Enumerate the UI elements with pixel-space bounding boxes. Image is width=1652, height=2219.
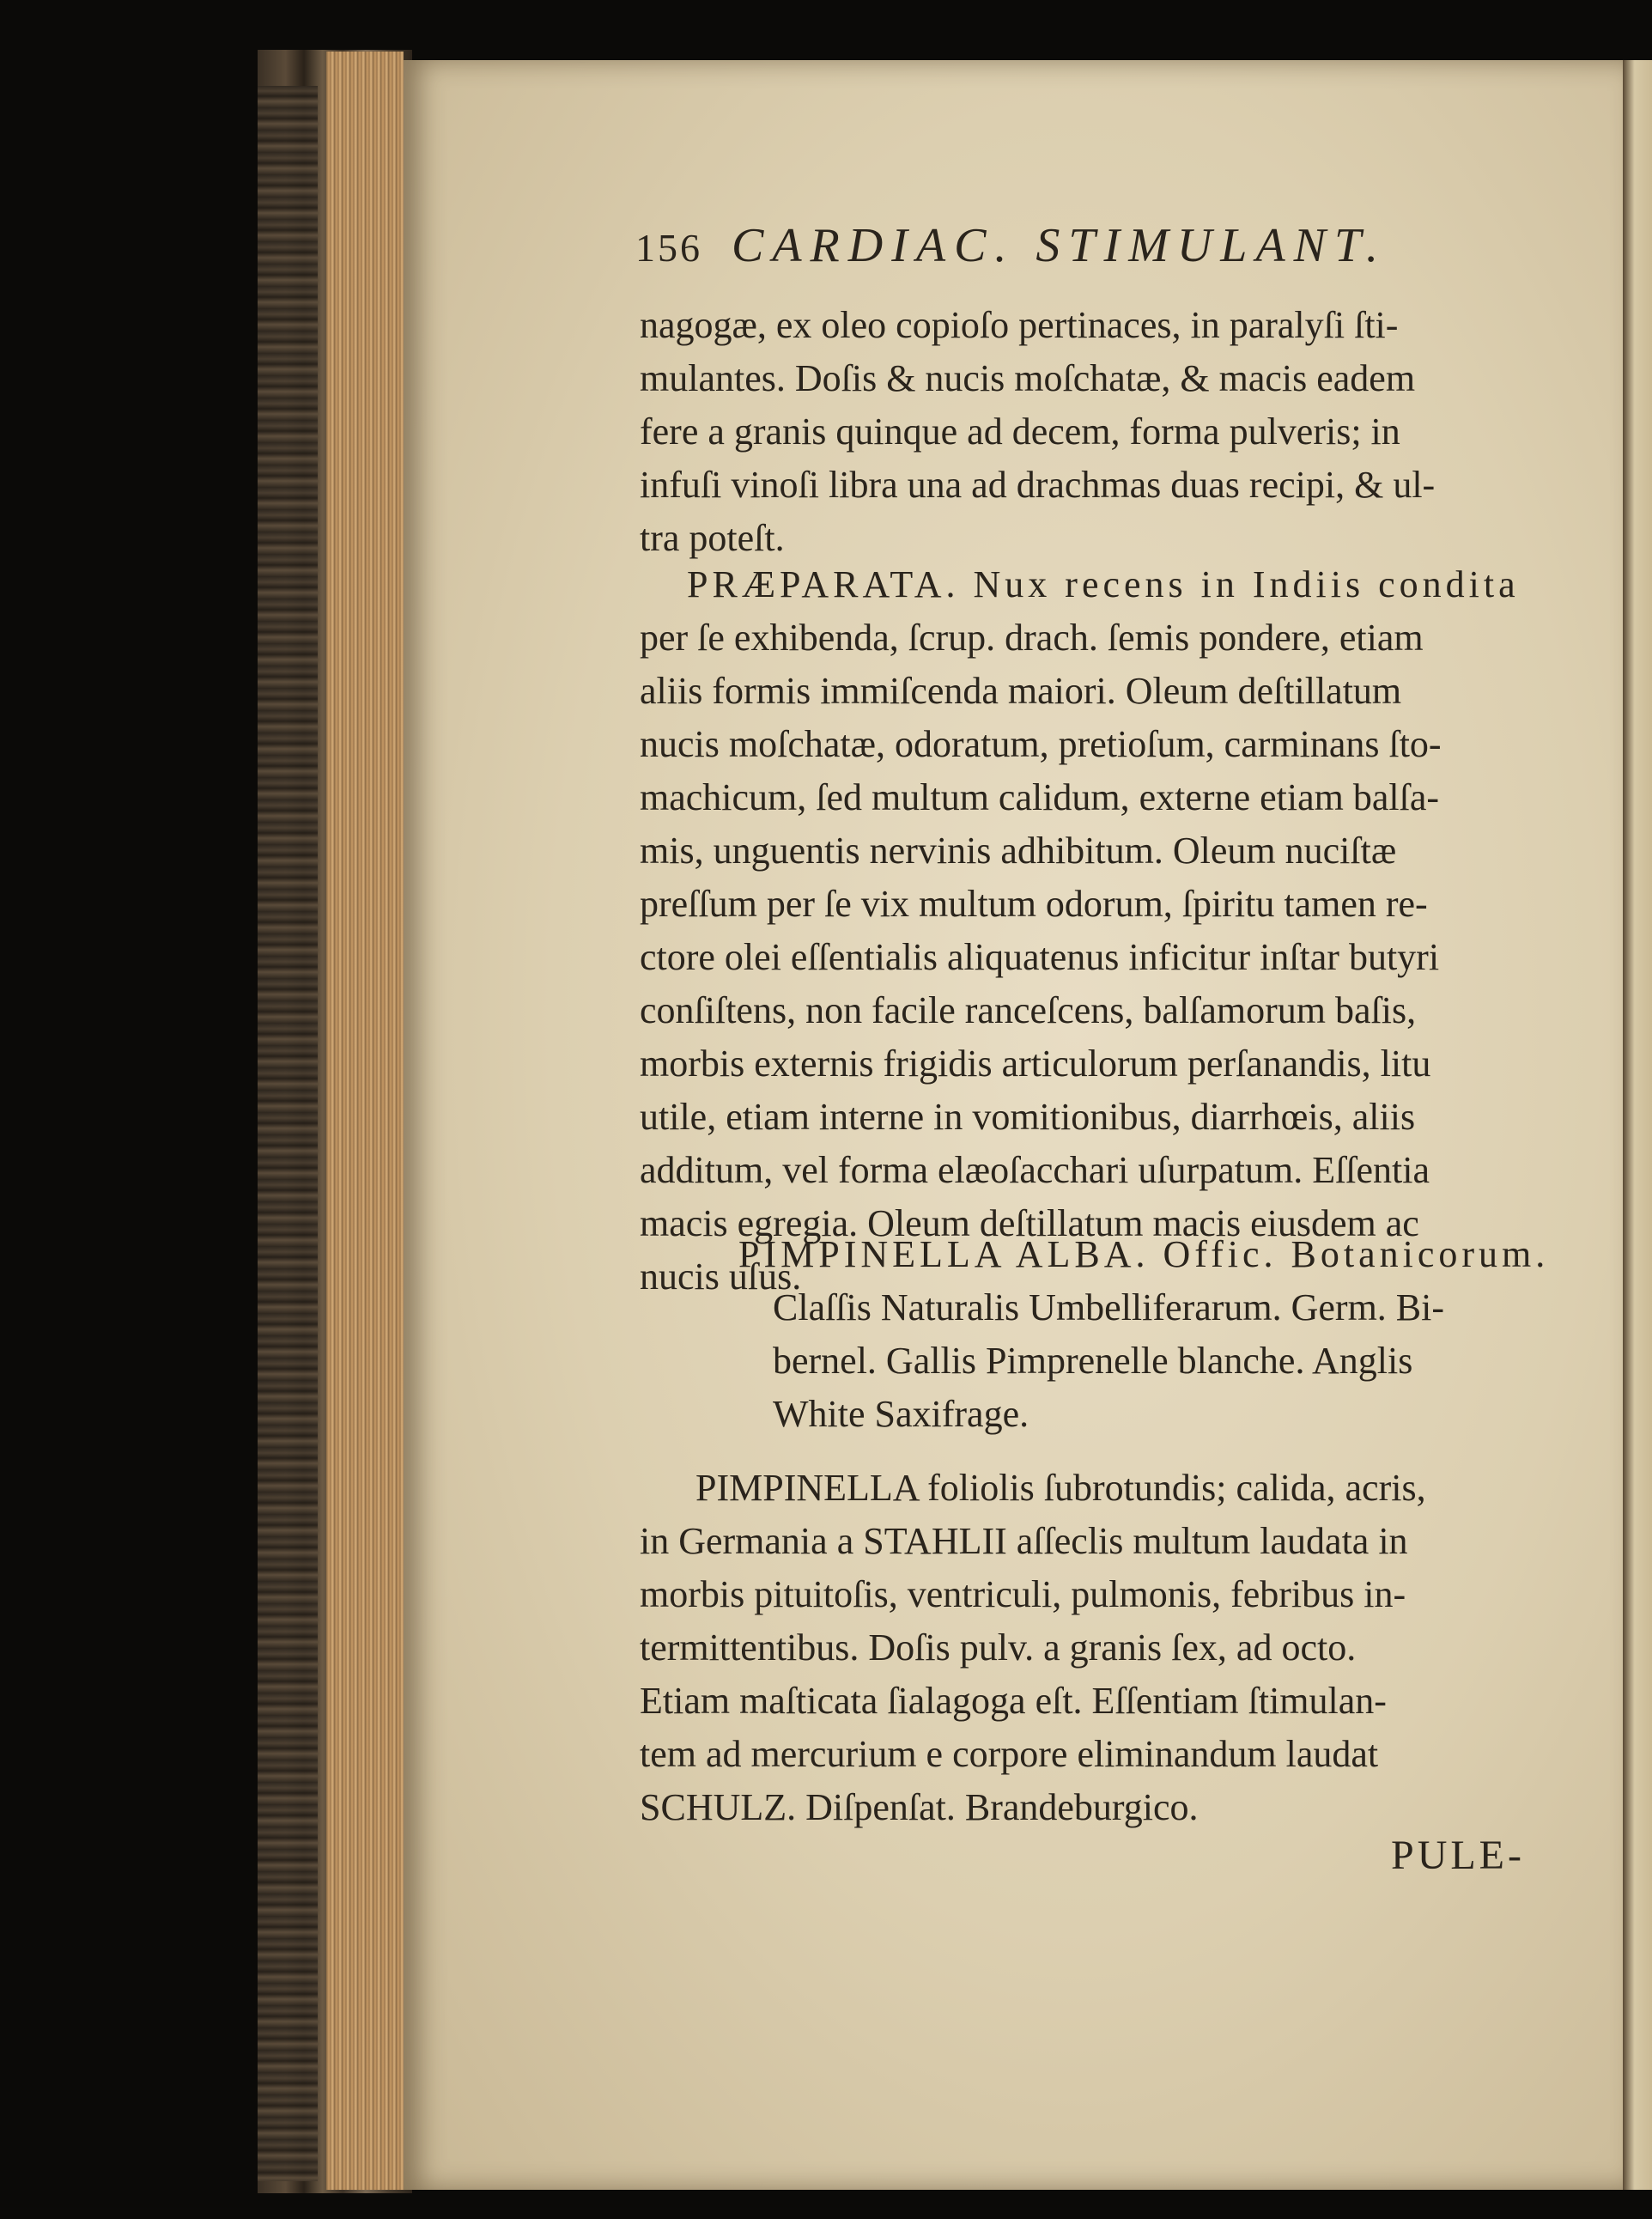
text-line: mis, unguentis nervinis adhibitum. Oleum nuciſtæ bbox=[640, 830, 1397, 872]
text-line: nucis moſchatæ, odoratum, pretioſum, carminans ſto- bbox=[640, 723, 1442, 765]
text-line: nucis uſus. bbox=[640, 1255, 802, 1298]
text-line: White Saxifrage. bbox=[773, 1393, 1029, 1435]
text-line: tra poteſt. bbox=[640, 517, 785, 559]
text-line: tem ad mercurium e corpore eliminandum laudat bbox=[640, 1733, 1379, 1775]
text-line: machicum, ſed multum calidum, externe etiam balſa- bbox=[640, 776, 1440, 818]
page-edges bbox=[326, 52, 404, 2190]
text-line: morbis pituitoſis, ventriculi, pulmonis, febribus in- bbox=[640, 1573, 1406, 1615]
text-line: per ſe exhibenda, ſcrup. drach. ſemis pondere, etiam bbox=[640, 617, 1424, 659]
text-line: termittentibus. Doſis pulv. a granis ſex, ad octo. bbox=[640, 1626, 1357, 1669]
book-spine-edge bbox=[258, 86, 318, 2181]
text-line: fere a granis quinque ad decem, forma pulveris; in bbox=[640, 410, 1400, 453]
catchword: PULE- bbox=[1391, 1833, 1525, 1878]
text-line: nagogæ, ex oleo copioſo pertinaces, in paralyſi ſti- bbox=[640, 304, 1399, 346]
text-line: morbis externis frigidis articulorum perſanandis, litu bbox=[640, 1043, 1431, 1085]
text-line: PRÆPARATA. Nux recens in Indiis condita bbox=[687, 563, 1520, 605]
running-head bbox=[635, 219, 1387, 275]
running-head-title: CARDIAC. STIMULANT. bbox=[732, 219, 1387, 272]
text-line: utile, etiam interne in vomitionibus, diarrhœis, aliis bbox=[640, 1096, 1416, 1138]
text-line: mulantes. Doſis & nucis moſchatæ, & macis eadem bbox=[640, 357, 1416, 399]
text-line: SCHULZ. Diſpenſat. Brandeburgico. bbox=[640, 1786, 1199, 1828]
text-line: infuſi vinoſi libra una ad drachmas duas recipi, & ul- bbox=[640, 464, 1436, 506]
text-line: preſſum per ſe vix multum odorum, ſpiritu tamen re- bbox=[640, 883, 1428, 925]
text-line: bernel. Gallis Pimprenelle blanche. Anglis bbox=[773, 1340, 1413, 1382]
text-line: macis egregia. Oleum deſtillatum macis eiusdem ac bbox=[640, 1202, 1419, 1244]
text-line: Claſſis Naturalis Umbelliferarum. Germ. Bi- bbox=[773, 1286, 1445, 1328]
text-line: additum, vel forma elæoſacchari uſurpatum. Eſſentia bbox=[640, 1149, 1430, 1191]
text-line: ctore olei eſſentialis aliquatenus inficitur inſtar butyri bbox=[640, 936, 1440, 978]
text-line: in Germania a STAHLII aſſeclis multum laudata in bbox=[640, 1520, 1408, 1562]
text-line: conſiſtens, non facile ranceſcens, balſamorum baſis, bbox=[640, 989, 1417, 1031]
text-line: PIMPINELLA foliolis ſubrotundis; calida, acris, bbox=[695, 1467, 1426, 1509]
entry-heading: PIMPINELLA ALBA. Offic. Botanicorum. bbox=[738, 1233, 1550, 1275]
text-line: Etiam maſticata ſialagoga eſt. Eſſentiam ſtimulan- bbox=[640, 1680, 1387, 1722]
text-line: aliis formis immiſcenda maiori. Oleum deſtillatum bbox=[640, 670, 1402, 712]
page-number: 156 bbox=[635, 226, 702, 270]
facing-page-edge bbox=[1623, 60, 1652, 2190]
